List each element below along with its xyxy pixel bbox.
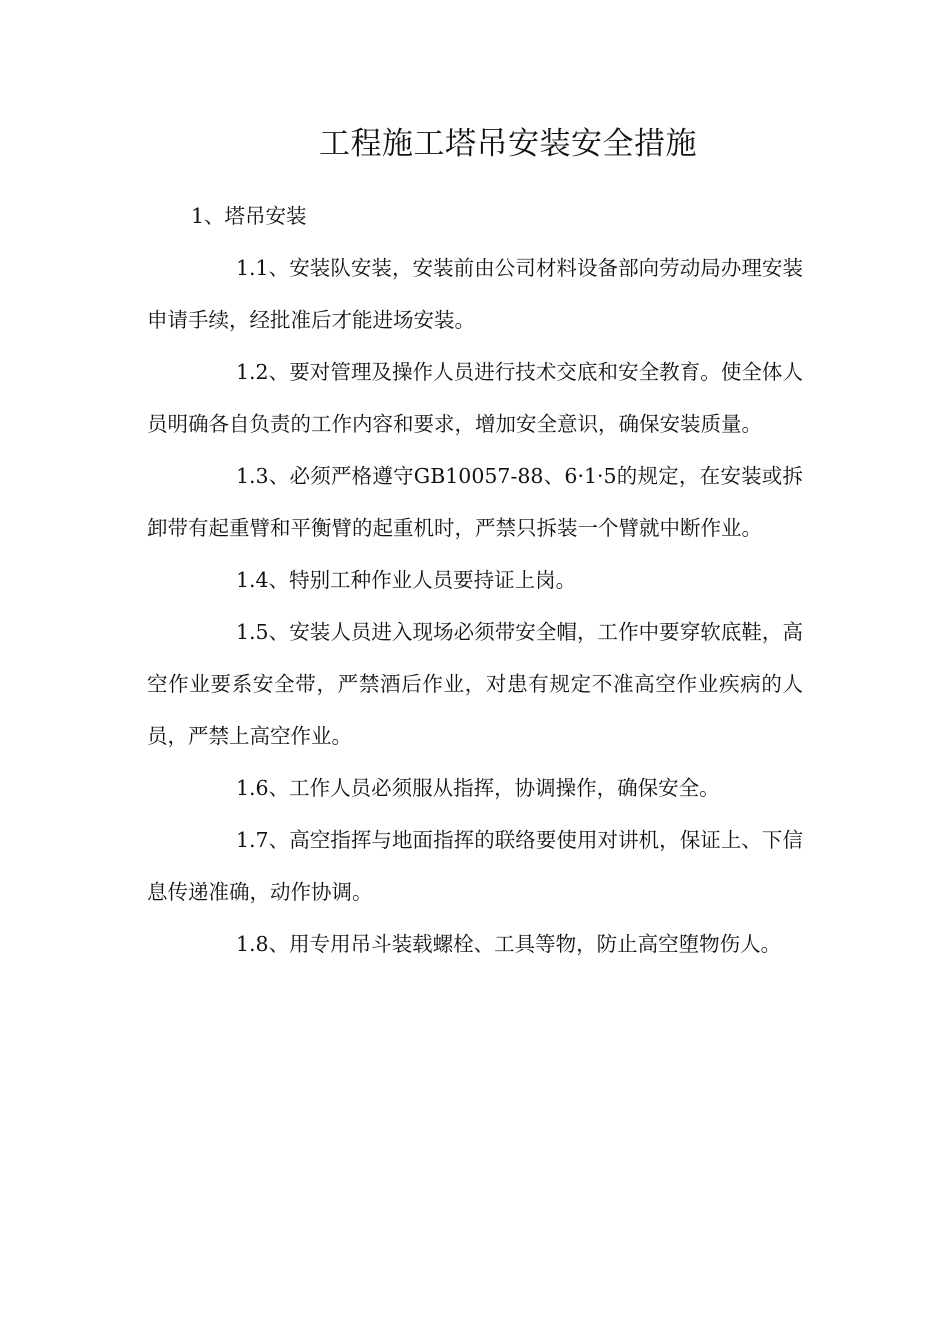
paragraph-1-4: 1.4、特别工种作业人员要持证上岗。	[236, 568, 577, 592]
paragraph-1-2: 1.2、要对管理及操作人员进行技术交底和安全教育。使全体人员明确各自负责的工作内容和要求，增加安全意识，确保安装质量。	[147, 360, 803, 436]
document-title: 工程施工塔吊安装安全措施	[319, 126, 697, 162]
paragraph-1-6: 1.6、工作人员必须服从指挥，协调操作，确保安全。	[236, 776, 720, 800]
paragraph-1-8: 1.8、用专用吊斗装载螺栓、工具等物，防止高空堕物伤人。	[236, 932, 782, 956]
paragraph-1-3: 1.3、必须严格遵守GB10057-88、6·1·5的规定，在安装或拆卸带有起重臂和平衡臂的起重机时，严禁只拆装一个臂就中断作业。	[147, 464, 803, 540]
paragraph-1-7: 1.7、高空指挥与地面指挥的联络要使用对讲机，保证上、下信息传递准确，动作协调。	[147, 828, 803, 904]
paragraph-1-5: 1.5、安装人员进入现场必须带安全帽，工作中要穿软底鞋，高空作业要系安全带，严禁酒后作业，对患有规定不准高空作业疾病的人员，严禁上高空作业。	[147, 620, 803, 748]
document-body	[147, 190, 803, 970]
paragraph-1-1: 1.1、安装队安装，安装前由公司材料设备部向劳动局办理安装申请手续，经批准后才能进场安装。	[147, 256, 803, 332]
section-heading: 1、塔吊安装	[191, 204, 307, 228]
